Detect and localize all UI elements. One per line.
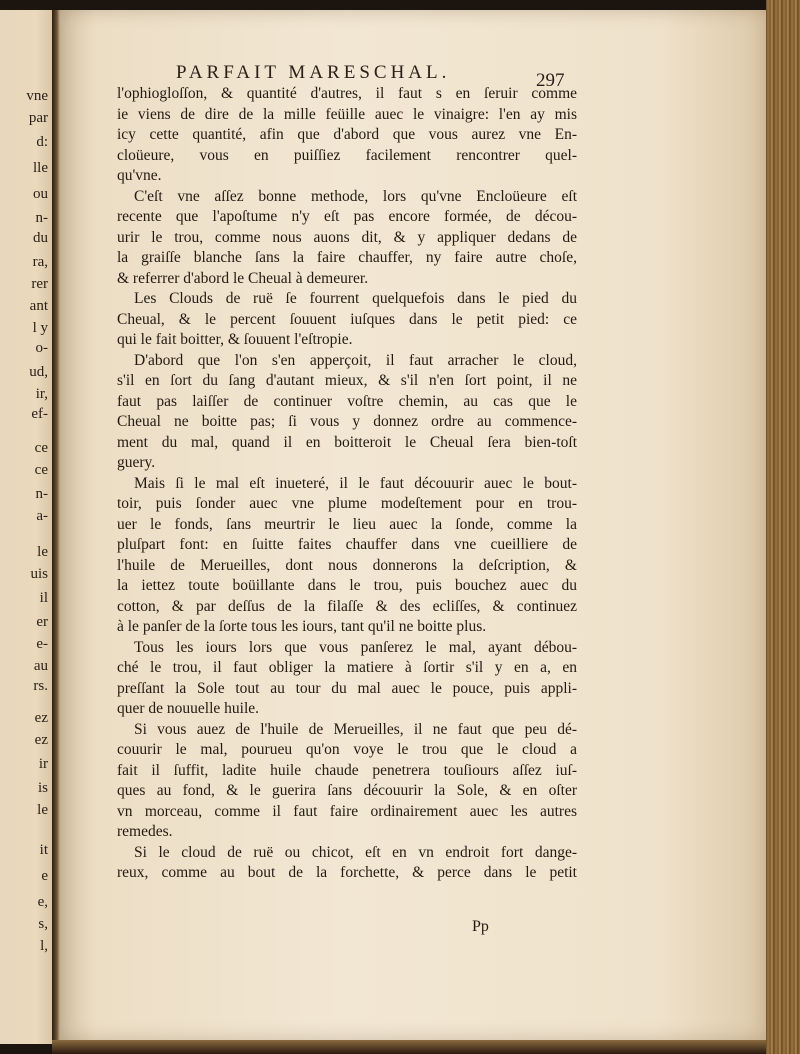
text-line: preſſant la Sole tout au tour du mal auec le pouce, puis appli- — [117, 679, 577, 697]
facing-page-fragment: d: — [36, 134, 48, 150]
text-line: Si le cloud de ruë ou chicot, eſt en vn endroit fort dange- — [134, 843, 577, 861]
facing-page-fragment: uis — [30, 566, 48, 582]
facing-page-fragment: n- — [35, 210, 48, 226]
text-line: reux, comme au bout de la forchette, & perce dans le petit — [117, 864, 577, 881]
text-line: ché le trou, il faut obliger la matiere à ſortir s'il y en a, en — [117, 659, 577, 676]
text-line: faut pas laiſſer de continuer voſtre chemin, au cas que le — [117, 392, 577, 410]
facing-page-fragment: ra, — [32, 254, 48, 270]
text-line: l'huile de Merueilles, dont nous donnerons la deſcription, & — [117, 556, 577, 574]
facing-page-fragment: l y — [32, 320, 48, 336]
text-line: C'eſt vne aſſez bonne methode, lors qu'vne Encloüeure eſt — [134, 187, 577, 205]
text-line: urir le trou, comme nous auons dit, & y appliquer dedans de — [117, 228, 577, 246]
text-line: Cheual ne boitte pas; ſi vous y donnez ordre au commence- — [117, 413, 577, 430]
text-line: D'abord que l'on s'en apperçoit, il faut arracher le cloud, — [134, 351, 577, 369]
facing-page-fragment: ce — [34, 440, 48, 456]
facing-page-fragment: rer — [31, 276, 48, 292]
text-line: Si vous auez de l'huile de Merueilles, il ne faut que peu dé- — [134, 720, 577, 738]
text-line: cloüeure, vous en puiſſiez facilement rencontrer quel- — [117, 146, 577, 164]
facing-page-fragment: s, — [38, 916, 48, 932]
text-line: l'ophiogloſſon, & quantité d'autres, il faut s en ſeruir comme — [117, 85, 577, 102]
facing-page-fragment: le — [37, 802, 48, 818]
text-line: à le panſer de la ſorte tous les iours, tant qu'il ne boitte plus. — [117, 618, 487, 635]
facing-page-fragment: vne — [26, 88, 48, 104]
facing-page-fragment: du — [33, 230, 48, 246]
text-line: quer de nouuelle huile. — [117, 700, 260, 717]
text-line: s'il en ſort du ſang d'autant mieux, & s'il n'en ſort point, il ne — [117, 372, 577, 389]
facing-page-fragment: rs. — [33, 678, 48, 694]
facing-page-fragment: e- — [36, 636, 48, 652]
facing-page-fragment: ir, — [35, 386, 48, 402]
text-line: remedes. — [117, 823, 173, 840]
facing-page-fragment: e, — [37, 894, 48, 910]
book-gutter — [52, 10, 60, 1044]
text-line: ques au fond, & le guerira ſans découurir la Sole, & en oſter — [117, 782, 577, 799]
text-line: toir, puis ſonder auec vne plume modeſtement pour en trou- — [117, 495, 577, 512]
text-line: Les Clouds de ruë ſe fourrent quelquefois dans le pied du — [134, 290, 577, 307]
text-line: qui le fait boitter, & ſouuent l'eſtropie. — [117, 331, 353, 348]
facing-page-fragment: is — [37, 780, 48, 796]
facing-page-fragment: o- — [35, 340, 48, 356]
text-line: icy cette quantité, afin que d'abord que vous aurez vne En- — [117, 126, 577, 143]
text-line: qu'vne. — [117, 167, 162, 184]
text-line: ie viens de dire de la mille feüille auec le vinaigre: l'en ay mis — [117, 105, 577, 123]
text-line: uer le fonds, ſans meurtrir le lieu auec la ſonde, comme la — [117, 515, 577, 533]
facing-page-fragment: n- — [35, 486, 48, 502]
facing-page-fragment: ce — [34, 462, 48, 478]
facing-page-fragment: it — [39, 842, 48, 858]
text-line: la graiſſe blanche ſans la faire chauffer, ny faire autre choſe, — [117, 249, 577, 266]
text-line: couurir le mal, pourueu qu'on voye le trou que le cloud a — [117, 741, 577, 758]
facing-page-fragment: ef- — [31, 406, 48, 422]
book-fore-edge — [766, 0, 800, 1054]
facing-page-fragment: au — [33, 658, 48, 674]
facing-page-fragment: ir — [38, 756, 48, 772]
facing-page-fragment: l, — [40, 938, 48, 954]
text-line: pluſpart font: en ſuitte faites chauffer dans vne cueilliere de — [117, 536, 577, 553]
text-line: vn morceau, comme il faut faire ordinairement auec les autres — [117, 802, 577, 820]
body-text — [117, 84, 577, 884]
page-number: 297 — [536, 70, 565, 91]
facing-page-fragment: ez — [34, 732, 48, 748]
facing-page-fragment: lle — [33, 160, 48, 176]
facing-page-fragment: il — [39, 590, 48, 606]
text-line: guery. — [117, 454, 156, 471]
signature-mark: Pp — [472, 918, 489, 935]
facing-page-fragment: ou — [33, 186, 48, 202]
facing-page-fragment: er — [36, 614, 48, 630]
facing-page-fragment: ud, — [29, 364, 48, 380]
text-line: cotton, & par deſſus de la filaſſe & des ecliſſes, & continuez — [117, 597, 577, 615]
running-head: PARFAIT MARESCHAL. — [176, 62, 451, 83]
text-line: Cheual, & le percent ſouuent iuſques dans le petit pied: ce — [117, 310, 577, 328]
text-line: la iettez toute boüillante dans le trou, puis bouchez auec du — [117, 577, 577, 594]
facing-page-fragment: le — [37, 544, 48, 560]
text-line: Mais ſi le mal eſt inueteré, il le faut découurir auec le bout- — [134, 474, 577, 492]
facing-page-fragment: ez — [34, 710, 48, 726]
facing-page-edge — [0, 10, 54, 1044]
facing-page-fragment: e — [41, 868, 48, 884]
text-line: fait il ſuffit, ladite huile chaude penetrera touſiours aſſez iuſ- — [117, 761, 577, 779]
text-line: recente que l'apoſtume n'y eſt pas encore formée, de décou- — [117, 208, 577, 225]
facing-page-fragment: ant — [29, 298, 48, 314]
text-line: & referrer d'abord le Cheual à demeurer. — [117, 269, 369, 287]
facing-page-fragment: a- — [36, 508, 48, 524]
page-bottom-edge — [52, 1040, 766, 1054]
text-line: Tous les iours lors que vous panſerez le mal, ayant débou- — [134, 638, 577, 656]
facing-page-fragment: par — [28, 110, 48, 126]
text-line: ment du mal, quand il en boitteroit le Cheual ſera bien-toſt — [117, 433, 577, 451]
